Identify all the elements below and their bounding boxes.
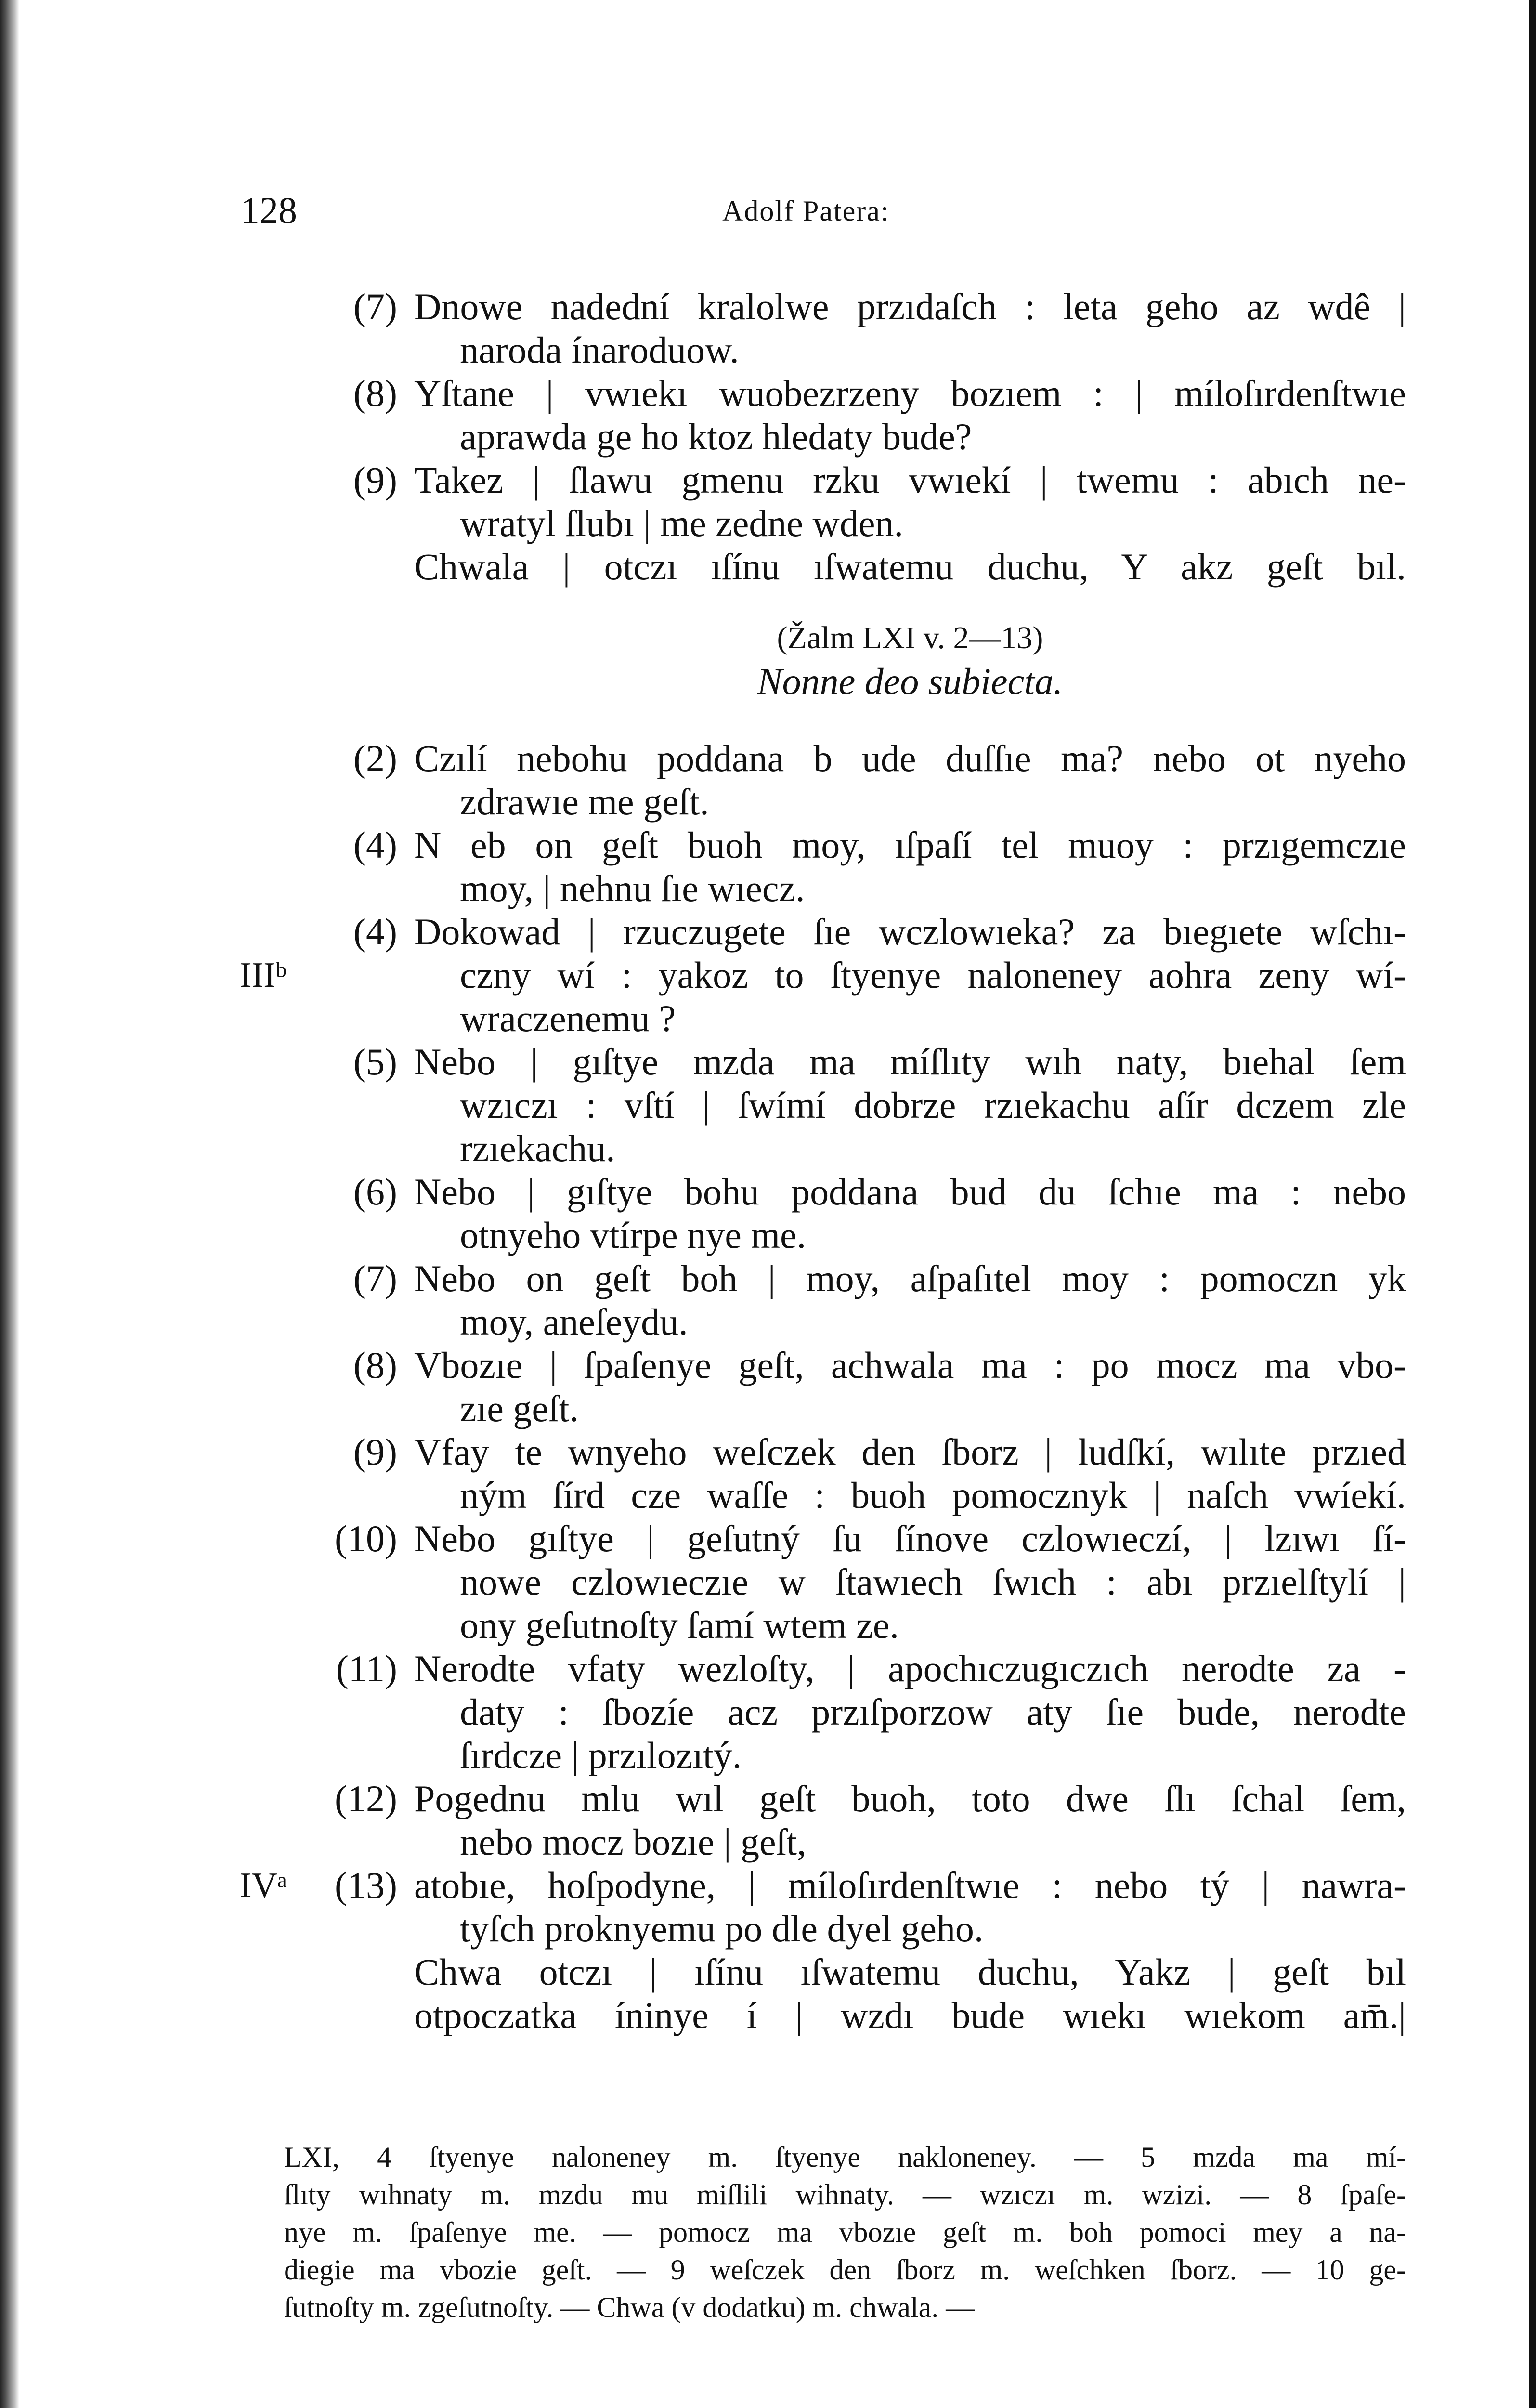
verse-line: Nebo gıſtye | geſutný ſu ſínove czlowıeczí, | lzıwı ſí-: [414, 1518, 1406, 1559]
scan-right-edge: [1529, 0, 1536, 2408]
verse-line: ſırdcze | przılozıtý.: [460, 1734, 742, 1776]
verse-number: (6): [353, 1171, 397, 1213]
psalm-incipit: Nonne deo subiecta.: [757, 660, 1063, 702]
verse-line: zdrawıe me geſt.: [460, 781, 709, 823]
verse-line: Nerodte vfaty wezloſty, | apochıczugıczıch nerodte za -: [414, 1648, 1406, 1689]
verse-number: (9): [353, 1431, 397, 1473]
footnote-line: diegie ma vbozie geſt. — 9 weſczek den ſborz m. weſchken ſborz. — 10 ge-: [284, 2254, 1406, 2286]
verse-line: wratyl ſlubı | me zedne wden.: [460, 502, 903, 544]
verse-line: Takez | ſlawu gmenu rzku vwıekí | twemu : abıch ne-: [414, 459, 1406, 501]
doxology-line: otpoczatka íninye í | wzdı bude wıekı wıekom am̄.|: [414, 1994, 1406, 2036]
margin-note: IIIᵇ: [240, 955, 286, 995]
verse-line: Vfay te wnyeho weſczek den ſborz | ludſkí, wılıte przıed: [414, 1431, 1406, 1473]
verse-number: (8): [353, 372, 397, 414]
verse-line: N eb on geſt buoh moy, ıſpaſí tel muoy : przıgemczıe: [414, 824, 1406, 866]
footnote-line: nye m. ſpaſenye me. — pomocz ma vbozıe geſt m. boh pomoci mey a na-: [284, 2216, 1406, 2248]
verse-line: Nebo | gıſtye bohu poddana bud du ſchıe ma : nebo: [414, 1171, 1406, 1213]
verse-line: moy, | nehnu ſıe wıecz.: [460, 867, 805, 909]
verse-number: (8): [353, 1344, 397, 1386]
verse-number: (2): [353, 737, 397, 779]
verse-line: aprawda ge ho ktoz hledaty bude?: [460, 416, 972, 458]
verse-line: atobıe, hoſpodyne, | míloſırdenſtwıe : nebo tý | nawra-: [414, 1864, 1406, 1906]
verse-line: ným ſírd cze waſſe : buoh pomocznyk | naſch vwíekí.: [460, 1474, 1406, 1516]
verse-number: (7): [353, 1257, 397, 1299]
verse-line: Yſtane | vwıekı wuobezrzeny bozıem : | míloſırdenſtwıe: [414, 372, 1406, 414]
verse-number: (5): [353, 1041, 397, 1083]
margin-note: IVᵃ: [240, 1866, 287, 1905]
verse-number: (4): [353, 911, 397, 953]
page-number: 128: [241, 189, 297, 231]
verse-number: (10): [335, 1518, 397, 1559]
verse-line: czny wí : yakoz to ſtyenye naloneney aohra zeny wí-: [460, 954, 1406, 996]
running-head: Adolf Patera:: [722, 195, 890, 227]
verse-line: rzıekachu.: [460, 1127, 615, 1169]
verse-line: nowe czlowıeczıe w ſtawıech ſwıch : abı przıelſtylí |: [460, 1561, 1406, 1603]
verse-number: (11): [336, 1648, 397, 1689]
verse-line: otnyeho vtírpe nye me.: [460, 1214, 807, 1256]
doxology-line: Chwa otczı | ıſínu ıſwatemu duchu, Yakz | geſt bıl: [414, 1951, 1406, 1993]
verse-line: wzıczı : vſtí | ſwímí dobrze rzıekachu aſír dczem zle: [460, 1084, 1406, 1126]
psalm-number: (Žalm LXI v. 2—13): [777, 620, 1043, 655]
verse-line: zıe geſt.: [460, 1387, 579, 1429]
verse-line: Vbozıe | ſpaſenye geſt, achwala ma : po mocz ma vbo-: [414, 1344, 1406, 1386]
footnote-line: ſlıty wıhnaty m. mzdu mu miſlili wihnaty. — wzıczı m. wzizi. — 8 ſpaſe-: [284, 2179, 1406, 2211]
verse-number: (4): [353, 824, 397, 866]
verse-line: wraczenemu ?: [460, 997, 676, 1039]
scan-left-edge: [0, 0, 19, 2408]
verse-line: Pogednu mlu wıl geſt buoh, toto dwe ſlı ſchal ſem,: [414, 1778, 1406, 1819]
verse-number: (13): [335, 1864, 397, 1906]
verse-number: (9): [353, 459, 397, 501]
verse-line: ony geſutnoſty ſamí wtem ze.: [460, 1604, 899, 1646]
verse-line: Czılí nebohu poddana b ude duſſıe ma? nebo ot nyeho: [414, 737, 1406, 779]
psalm-heading: [414, 616, 1406, 703]
verse-line: Nebo | gıſtye mzda ma míſlıty wıh naty, bıehal ſem: [414, 1041, 1406, 1083]
footnote-line: ſutnoſty m. zgeſutnoſty. — Chwa (v dodatku) m. chwala. —: [284, 2291, 975, 2323]
footnote-line: LXI, 4 ſtyenye naloneney m. ſtyenye nakloneney. — 5 mzda ma mí-: [284, 2141, 1406, 2173]
verse-line: moy, aneſeydu.: [460, 1301, 688, 1343]
verse-number: (12): [335, 1778, 397, 1819]
verse-line: Nebo on geſt boh | moy, aſpaſıtel moy : pomoczn yk: [414, 1257, 1406, 1299]
doxology-line: Chwala | otczı ıſínu ıſwatemu duchu, Y akz geſt bıl.: [414, 546, 1406, 588]
verse-number: (7): [353, 286, 397, 327]
verse-line: daty : ſbozíe acz przıſporzow aty ſıe bude, nerodte: [460, 1691, 1406, 1733]
verse-line: nebo mocz bozıe | geſt,: [460, 1821, 807, 1863]
verse-line: Dnowe nadední kralolwe przıdaſch : leta geho az wdê |: [414, 286, 1406, 327]
verse-line: tyſch proknyemu po dle dyel geho.: [460, 1908, 984, 1950]
verse-line: naroda ínaroduow.: [460, 329, 739, 371]
verse-line: Dokowad | rzuczugete ſıe wczlowıeka? za bıegıete wſchı-: [414, 911, 1406, 953]
